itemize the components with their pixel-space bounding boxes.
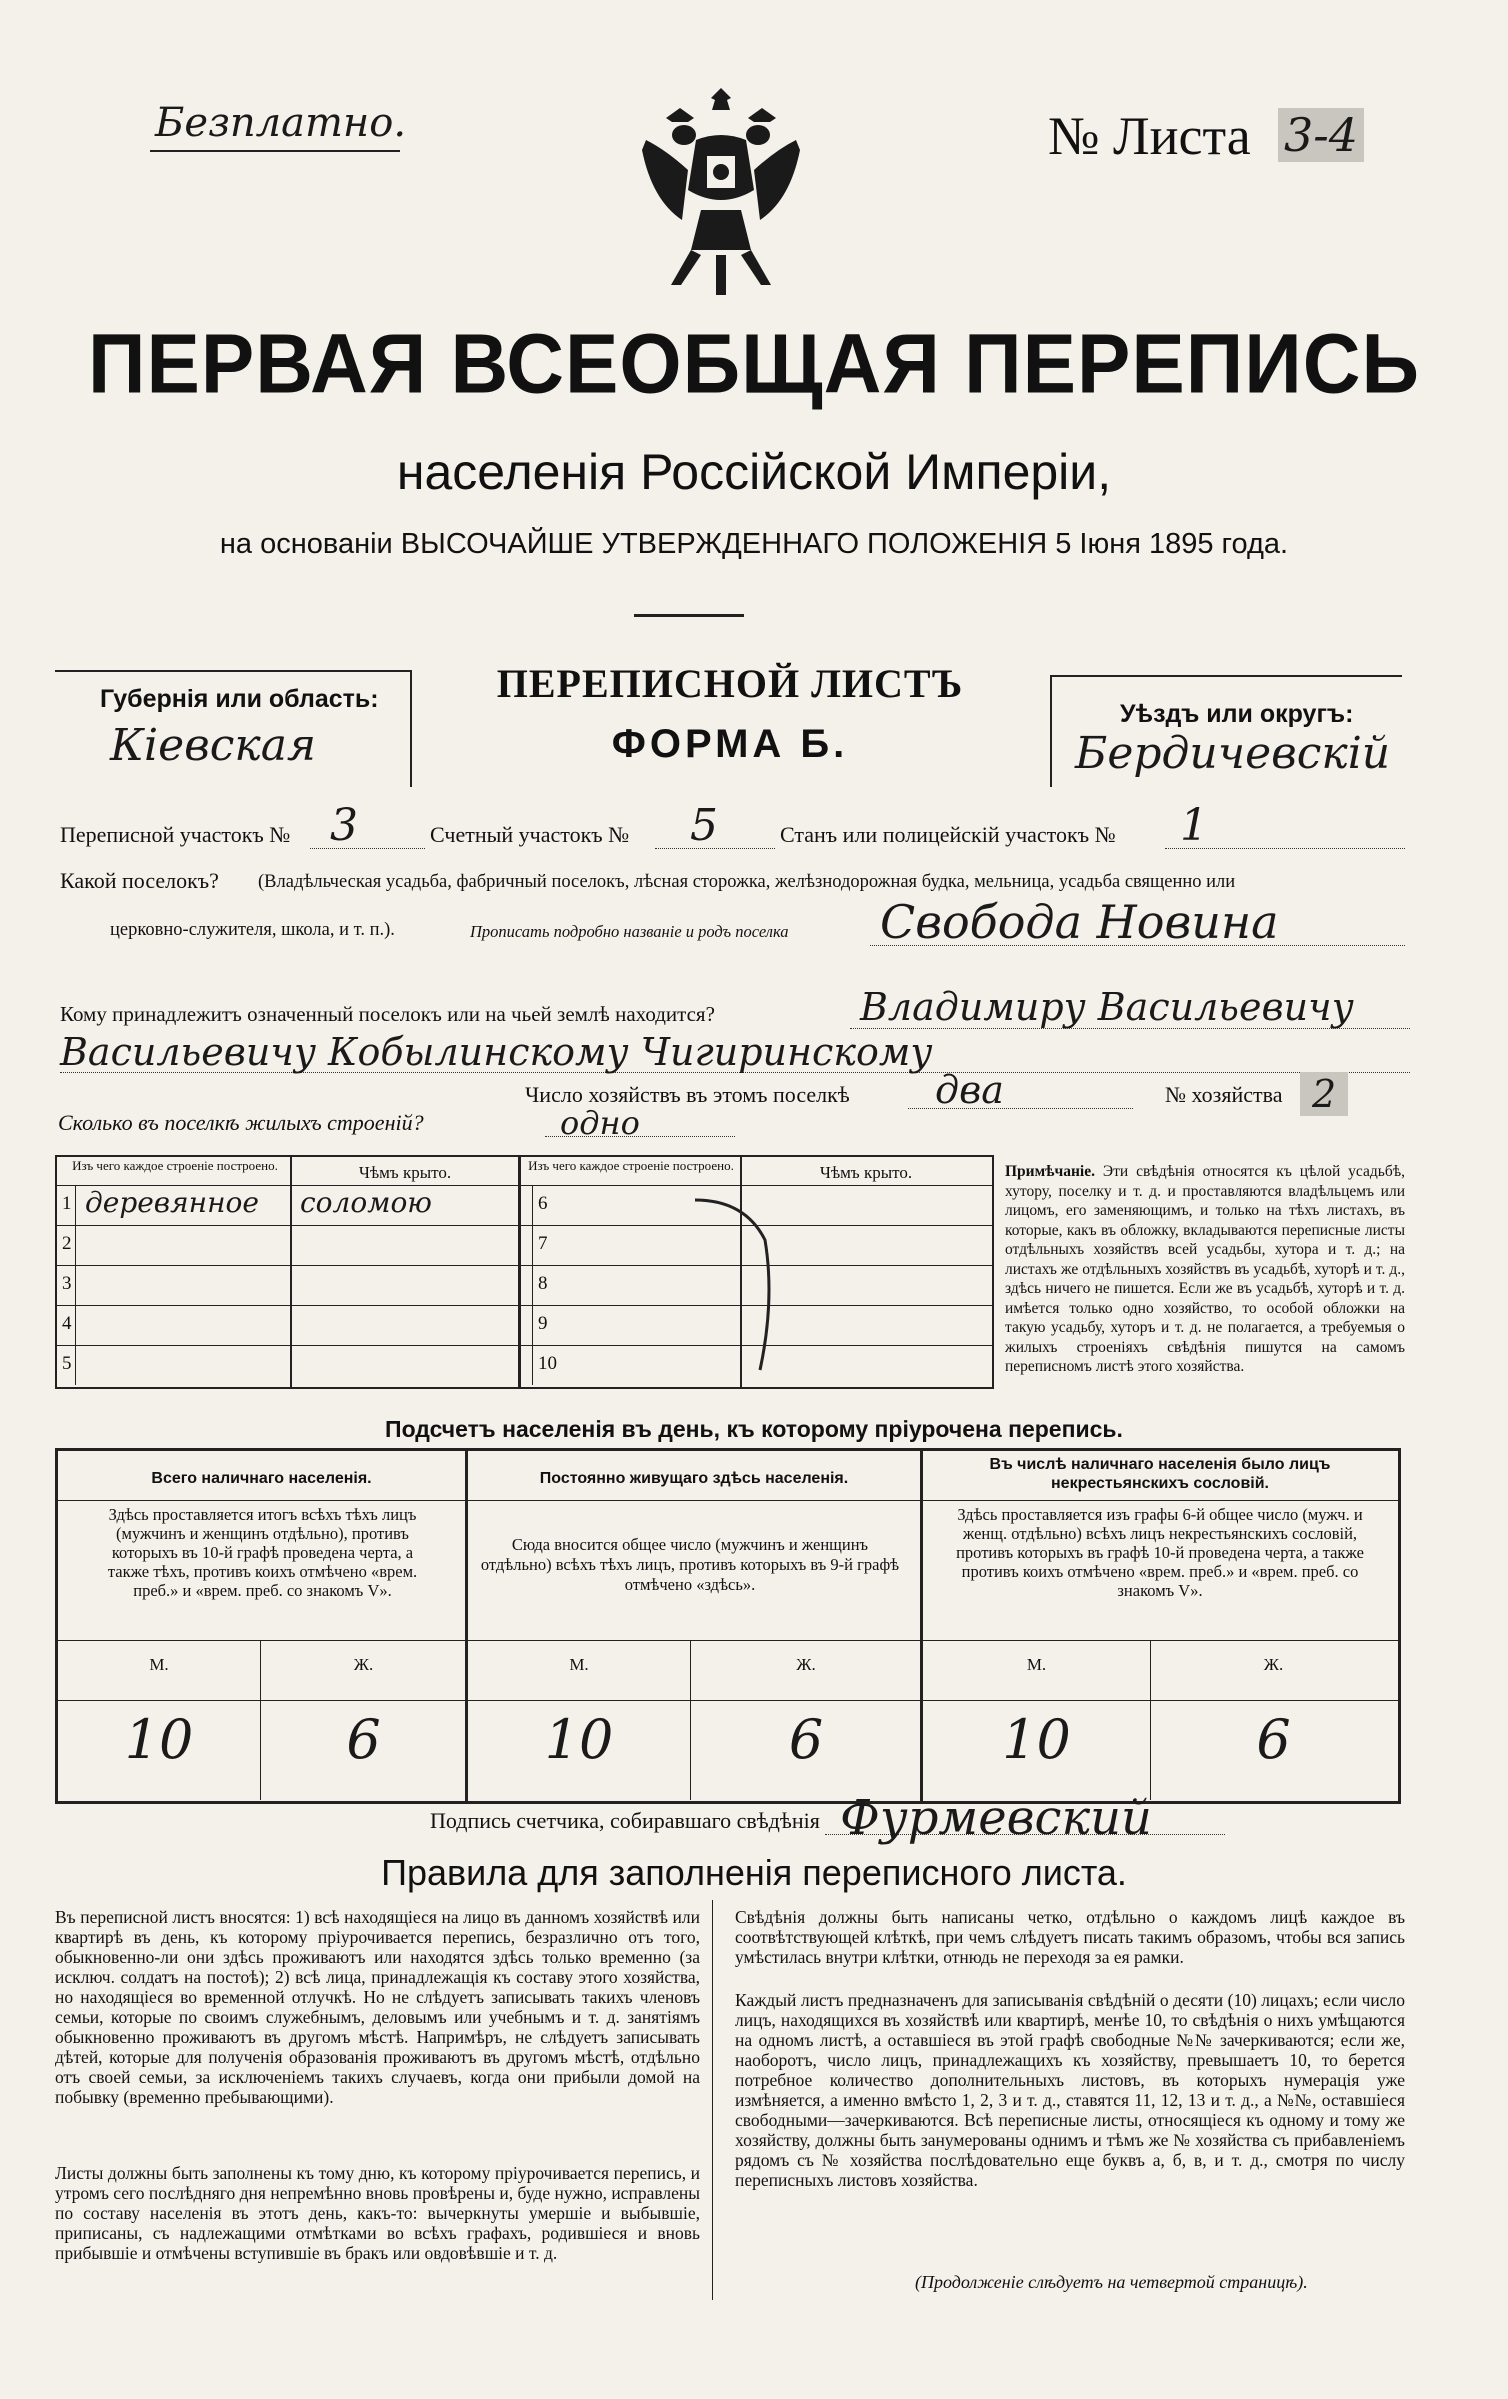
total-men-value: 10 bbox=[124, 1708, 194, 1771]
sheet-number-label: № Листа bbox=[1048, 106, 1251, 166]
poselok-hint-3: Прописать подробно названіе и родъ поселка bbox=[470, 922, 789, 941]
rules-left-2: Листы должны быть заполнены къ тому дню, къ которому пріурочивается перепись, и утромъ сего послѣдняго дня непремѣнно вновь провѣрены и, буде нужно, исправлены по составу населенія въ этотъ день, какъ-то: вычеркнуты умершіе и выбывшіе, приписаны, съ надлежащими отмѣтками во всѣхъ графахъ, родившіеся и вновь прибывшіе и отмѣчены вступившіе въ бракъ или овдовѣвшіе и т. д. bbox=[55, 2163, 700, 2263]
rules-right-1: Свѣдѣнія должны быть написаны четко, отдѣльно о каждомъ лицѣ каждое въ соотвѣтствующей клѣткѣ, при чемъ слѣдуетъ писать такимъ образомъ, чтобы вся запись умѣстилась внутри клѣтки, отнюдь не переходя за ея рамки. bbox=[735, 1907, 1405, 1967]
row-number: 4 bbox=[62, 1313, 72, 1334]
count-header-permanent: Постоянно живущаго здѣсь населенія. bbox=[539, 1470, 849, 1487]
form-type: ФОРМА Б. bbox=[611, 722, 849, 766]
stroeniy-value: одно bbox=[560, 1104, 640, 1142]
signature-value: Фурмевский bbox=[840, 1790, 1152, 1846]
basis-line: на основаніи ВЫСОЧАЙШЕ УТВЕРЖДЕННАГО ПОЛОЖЕНІЯ 5 Іюня 1895 года. bbox=[219, 528, 1289, 560]
schetny-value: 5 bbox=[690, 800, 718, 851]
col-roof-header: Чѣмъ крыто. bbox=[358, 1163, 452, 1182]
note-title: Примѣчаніе. bbox=[1005, 1163, 1095, 1180]
count-desc-permanent: Сюда вносится общее число (мужчинъ и женщинъ отдѣльно) всѣхъ тѣхъ лицъ, противъ которыхъ въ 9-й графѣ отмѣчено «здѣсь». bbox=[480, 1535, 900, 1594]
row-number: 8 bbox=[538, 1273, 548, 1294]
permanent-men-value: 10 bbox=[544, 1708, 614, 1771]
row-number: 7 bbox=[538, 1233, 548, 1254]
poselok-hint-2: церковно-служителя, школа, и т. п.). bbox=[110, 920, 395, 940]
row1-material: деревянное bbox=[85, 1186, 259, 1219]
row-number: 5 bbox=[62, 1353, 72, 1374]
count-header-nonpeasant: Въ числѣ наличнаго населенія было лицъ некрестьянскихъ сословій. bbox=[989, 1456, 1331, 1492]
komu-value-2: Васильевичу Кобылинскому Чигиринскому bbox=[60, 1030, 933, 1074]
row-number: 6 bbox=[538, 1193, 548, 1214]
col-m: М. bbox=[149, 1655, 169, 1674]
stroeniy-label: Сколько въ поселкѣ жилыхъ строеній? bbox=[58, 1110, 424, 1135]
stan-value: 1 bbox=[1180, 800, 1208, 851]
uezd-value: Бердичевскій bbox=[1075, 728, 1391, 779]
schetny-label: Счетный участокъ № bbox=[430, 822, 630, 847]
row-number: 1 bbox=[62, 1193, 72, 1214]
col-zh: Ж. bbox=[1263, 1655, 1284, 1674]
komu-label: Кому принадлежитъ означенный поселокъ или на чьей землѣ находится? bbox=[60, 1002, 715, 1026]
permanent-women-value: 6 bbox=[788, 1708, 824, 1771]
col-roof-header-2: Чѣмъ крыто. bbox=[819, 1163, 913, 1182]
double-headed-eagle-icon bbox=[636, 80, 806, 300]
col-material-header: Изъ чего каждое строеніе построено. bbox=[72, 1158, 278, 1173]
note-text: Эти свѣдѣнія относятся къ цѣлой усадьбѣ, хутору, поселку и т. д. и проставляются владѣльцемъ или лицомъ, его заменяющимъ, и только на тѣхъ листахъ, въ которые, какъ въ обложку, вкладываются переписные листы отдѣльныхъ хозяйствъ всей усадьбы, хутора и т. д.; на листахъ же отдѣльныхъ хозяйствъ въ усадьбѣ, хуторѣ и т. д., здѣсь ничего не пишется. Если же въ усадьбѣ, хуторѣ и т. д. имѣется только одно хозяйство, то особой обложки на такую усадьбу, хуторъ и т. д. не полагается, а требуемыя о жилыхъ строеніяхъ свѣдѣнія пишутся на самомъ переписномъ листѣ этого хозяйства. bbox=[1005, 1163, 1406, 1375]
row1-roof: соломою bbox=[300, 1186, 432, 1219]
col-material-header-2: Изъ чего каждое строеніе построено. bbox=[528, 1158, 734, 1173]
form-name: ПЕРЕПИСНОЙ ЛИСТЪ bbox=[496, 661, 964, 706]
poselok-value: Свобода Новина bbox=[880, 895, 1279, 949]
row-number: 9 bbox=[538, 1313, 548, 1334]
rules-left-1: Въ переписной листъ вносятся: 1) всѣ находящіеся на лицо въ данномъ хозяйствѣ или квартирѣ въ день, къ которому пріурочивается перепись, безразлично отъ того, обыкновенно-ли они здѣсь проживаютъ или находятся здѣсь только временно (за исключ. солдатъ на постоѣ); 2) всѣ лица, принадлежащія къ составу этого хозяйства, но находящіеся во временной отлучкѣ. Но не слѣдуетъ записывать такихъ членовъ семьи, которые по своимъ служебнымъ, деловымъ или учебнымъ и т. д. занятіямъ обыкновенно проживаютъ въ другомъ мѣстѣ. Напримѣръ, не слѣдуетъ записывать дѣтей, которые для полученія образованія проживаютъ въ другомъ мѣстѣ, отдѣльно отъ своей семьи, за исключеніемъ такихъ случаевъ, когда они прибыли домой на побывку (временно пребывающими). bbox=[55, 1907, 700, 2107]
gubernia-label: Губернія или область: bbox=[100, 685, 379, 713]
col-zh: Ж. bbox=[353, 1655, 374, 1674]
free-label: Безплатно. bbox=[155, 100, 407, 146]
stan-label: Станъ или полицейскій участокъ № bbox=[780, 822, 1116, 847]
hoz-value: два bbox=[935, 1068, 1004, 1112]
uezd-label: Уѣздъ или округъ: bbox=[1120, 700, 1354, 728]
count-desc-total: Здѣсь проставляется итогъ всѣхъ тѣхъ лицъ (мужчинъ и женщинъ отдѣльно), противъ которыхъ въ 10-й графѣ проведена черта, а также тѣхъ, противъ коихъ отмѣчено «врем. преб.» и «врем. преб. со знакомъ V». bbox=[107, 1505, 418, 1600]
uchastok-label: Переписной участокъ № bbox=[60, 822, 291, 847]
rules-right-2: Каждый листъ предназначенъ для записыванія свѣдѣній о десяти (10) лицахъ; если число лицъ, находящихся въ хозяйствѣ или квартирѣ, менѣе 10, то свѣдѣнія о нихъ умѣщаются на одномъ листѣ, а оставшіеся въ этой графѣ свободные №№ зачеркиваются; если же, наоборотъ, число лицъ, принадлежащихъ къ хозяйству, превышаетъ 10, то берется потребное количество дополнительныхъ листовъ, въ которыхъ нумерація уже измѣняется, а именно вмѣсто 1, 2, 3 и т. д., ставятся 11, 12, 13 и т. д., а №№, оставшіеся свободными—зачеркиваются. Всѣ переписные листы, относящіеся къ одному и тому же хозяйству, должны быть занумерованы однимъ и тѣмъ же № хозяйства съ прибавленіемъ рядомъ съ № хозяйства послѣдовательно еще буквъ а, б, в, и т. д., смотря по числу переписныхъ листовъ хозяйства. bbox=[735, 1990, 1405, 2190]
pencil-mark-icon bbox=[690, 1190, 820, 1380]
hoz-no-value: 2 bbox=[1300, 1072, 1348, 1116]
hoz-no-label: № хозяйства bbox=[1165, 1082, 1283, 1107]
nonpeasant-men-value: 10 bbox=[1002, 1708, 1071, 1771]
total-women-value: 6 bbox=[346, 1708, 381, 1771]
page-subtitle: населенія Россійской Имперіи, bbox=[396, 444, 1112, 500]
signature-label: Подпись счетчика, собиравшаго свѣдѣнія bbox=[430, 1808, 820, 1833]
rules-continued: (Продолженіе слѣдуетъ на четвертой страницѣ). bbox=[915, 2272, 1308, 2292]
row-number: 2 bbox=[62, 1233, 72, 1254]
page-title: ПЕРВАЯ ВСЕОБЩАЯ ПЕРЕПИСЬ bbox=[88, 316, 1420, 411]
row-number: 3 bbox=[62, 1273, 72, 1294]
poselok-label: Какой поселокъ? bbox=[60, 868, 219, 893]
rules-title: Правила для заполненія переписного листа. bbox=[381, 1852, 1127, 1893]
uchastok-value: 3 bbox=[330, 800, 358, 851]
count-desc-nonpeasant: Здѣсь проставляется изъ графы 6-й общее число (мужч. и женщ. отдѣльно) всѣхъ лицъ некрестьянскихъ сословій, противъ которыхъ въ графѣ 10-й проведена черта, а также противъ коихъ отмѣчено «врем. преб.» и «врем. преб. со знакомъ V». bbox=[956, 1505, 1364, 1600]
gubernia-value: Кіевская bbox=[110, 720, 317, 771]
col-m: М. bbox=[1026, 1655, 1047, 1674]
komu-value: Владимиру Васильевичу bbox=[860, 985, 1354, 1029]
count-title: Подсчетъ населенія въ день, къ которому пріурочена перепись. bbox=[385, 1416, 1123, 1442]
nonpeasant-women-value: 6 bbox=[1256, 1708, 1291, 1771]
poselok-hint: (Владѣльческая усадьба, фабричный поселокъ, лѣсная сторожка, желѣзнодорожная будка, мельница, усадьба священно или bbox=[258, 872, 1236, 892]
col-zh: Ж. bbox=[796, 1655, 816, 1674]
sheet-number-value: 3-4 bbox=[1278, 108, 1364, 162]
note bbox=[1005, 1162, 1405, 1377]
hoz-label: Число хозяйствъ въ этомъ поселкѣ bbox=[525, 1082, 850, 1107]
row-number: 10 bbox=[538, 1353, 557, 1374]
count-header-total: Всего наличнаго населенія. bbox=[151, 1470, 372, 1487]
col-m: М. bbox=[569, 1655, 589, 1674]
